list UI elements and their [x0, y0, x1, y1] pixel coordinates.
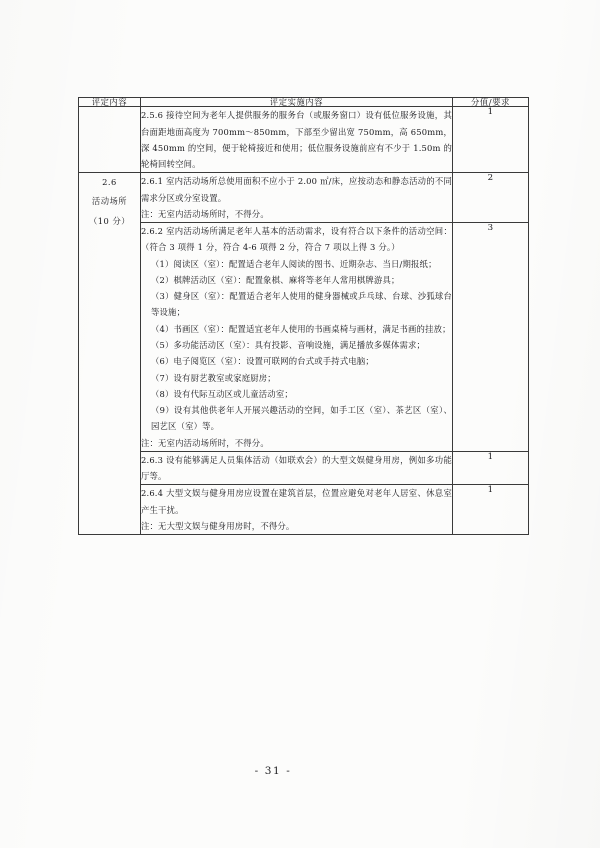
table-row	[79, 451, 529, 485]
content-cell	[141, 173, 453, 223]
header-score: 分值/要求	[453, 98, 529, 107]
table-row	[79, 485, 529, 535]
content-note: 注：无室内活动场所时，不得分。	[141, 437, 269, 448]
content-list-item: （8）设有代际互动区或儿童活动室；	[151, 388, 293, 399]
category-cell	[79, 173, 141, 535]
table-row	[79, 223, 529, 452]
content-cell	[141, 223, 453, 452]
content-note: 注：无大型文娱与健身用房时，不得分。	[141, 520, 295, 531]
header-category: 评定内容	[79, 98, 141, 107]
content-list-item: （6）电子阅览区（室）：设置可联网的台式或手持式电脑；	[151, 356, 374, 367]
content-list-item: （9）设有其他供老年人开展兴趣活动的空间，如手工区（室）、茶艺区（室）、园艺区（室）等。	[151, 405, 452, 432]
category-line: 活动场所	[91, 196, 128, 207]
category-line: 2.6	[102, 177, 117, 188]
table-row	[79, 173, 529, 223]
content-note: 注：无室内活动场所时，不得分。	[141, 208, 269, 219]
content-cell	[141, 485, 453, 535]
content-paragraph: 2.6.1 室内活动场所总使用面积不应小于 2.00 ㎡/床，应按动态和静态活动的不同需求分区或分室设置。	[141, 176, 452, 203]
score-cell: 1	[453, 485, 529, 535]
content-paragraph: 2.6.3 设有能够满足人员集体活动（如联欢会）的大型文娱健身用房，例如多功能厅等。	[141, 454, 452, 482]
content-cell	[141, 107, 453, 173]
content-list-item: （3）健身区（室）：配置适合老年人使用的健身器械或乒乓球、台球、沙狐球台等设施；	[151, 291, 452, 318]
score-cell: 1	[453, 107, 529, 173]
score-cell: 1	[453, 451, 529, 485]
content-list-item: （1）阅读区（室）：配置适合老年人阅读的图书、近期杂志、当日/期报纸；	[151, 258, 437, 269]
category-cell-empty	[79, 107, 141, 173]
content-list-item: （5）多功能活动区（室）：具有投影、音响设施，满足播放多媒体需求；	[151, 340, 426, 351]
content-paragraph: 2.5.6 接待空间为老年人提供服务的服务台（或服务窗口）设有低位服务设施，其台面距地面高度为 700mm～850mm，下部至少留出宽 750mm，高 650mm，深 450mm 的空间，便于轮椅接近和使用；低位服务设施前应有不少于 1.50m 的轮椅回转空间。	[141, 110, 452, 170]
page-number: - 31 -	[254, 765, 292, 777]
table-header-row	[79, 98, 529, 107]
score-cell: 3	[453, 223, 529, 452]
content-list-item: （4）书画区（室）：配置适宜老年人使用的书画桌椅与画材，满足书画的挂放；	[151, 323, 451, 334]
score-cell: 2	[453, 173, 529, 223]
assessment-table-container	[78, 97, 528, 535]
category-line: （10 分）	[88, 215, 131, 226]
table-header	[79, 98, 529, 107]
assessment-table	[78, 97, 529, 535]
content-list-item: （2）棋牌活动区（室）：配置象棋、麻将等老年人常用棋牌游具；	[151, 274, 400, 285]
header-content: 评定实施内容	[141, 98, 453, 107]
content-cell	[141, 451, 453, 485]
table-row	[79, 107, 529, 173]
content-paragraph: 2.6.2 室内活动场所满足老年人基本的活动需求，设有符合以下条件的活动空间：（符合 3 项得 1 分，符合 4-6 项得 2 分，符合 7 项以上得 3 分。）	[141, 226, 452, 253]
table-body	[79, 107, 529, 535]
content-list-item: （7）设有厨艺教室或家庭厨房；	[151, 372, 276, 383]
content-paragraph: 2.6.4 大型文娱与健身用房应设置在建筑首层，位置应避免对老年人居室、休息室产生干扰。	[141, 488, 452, 515]
